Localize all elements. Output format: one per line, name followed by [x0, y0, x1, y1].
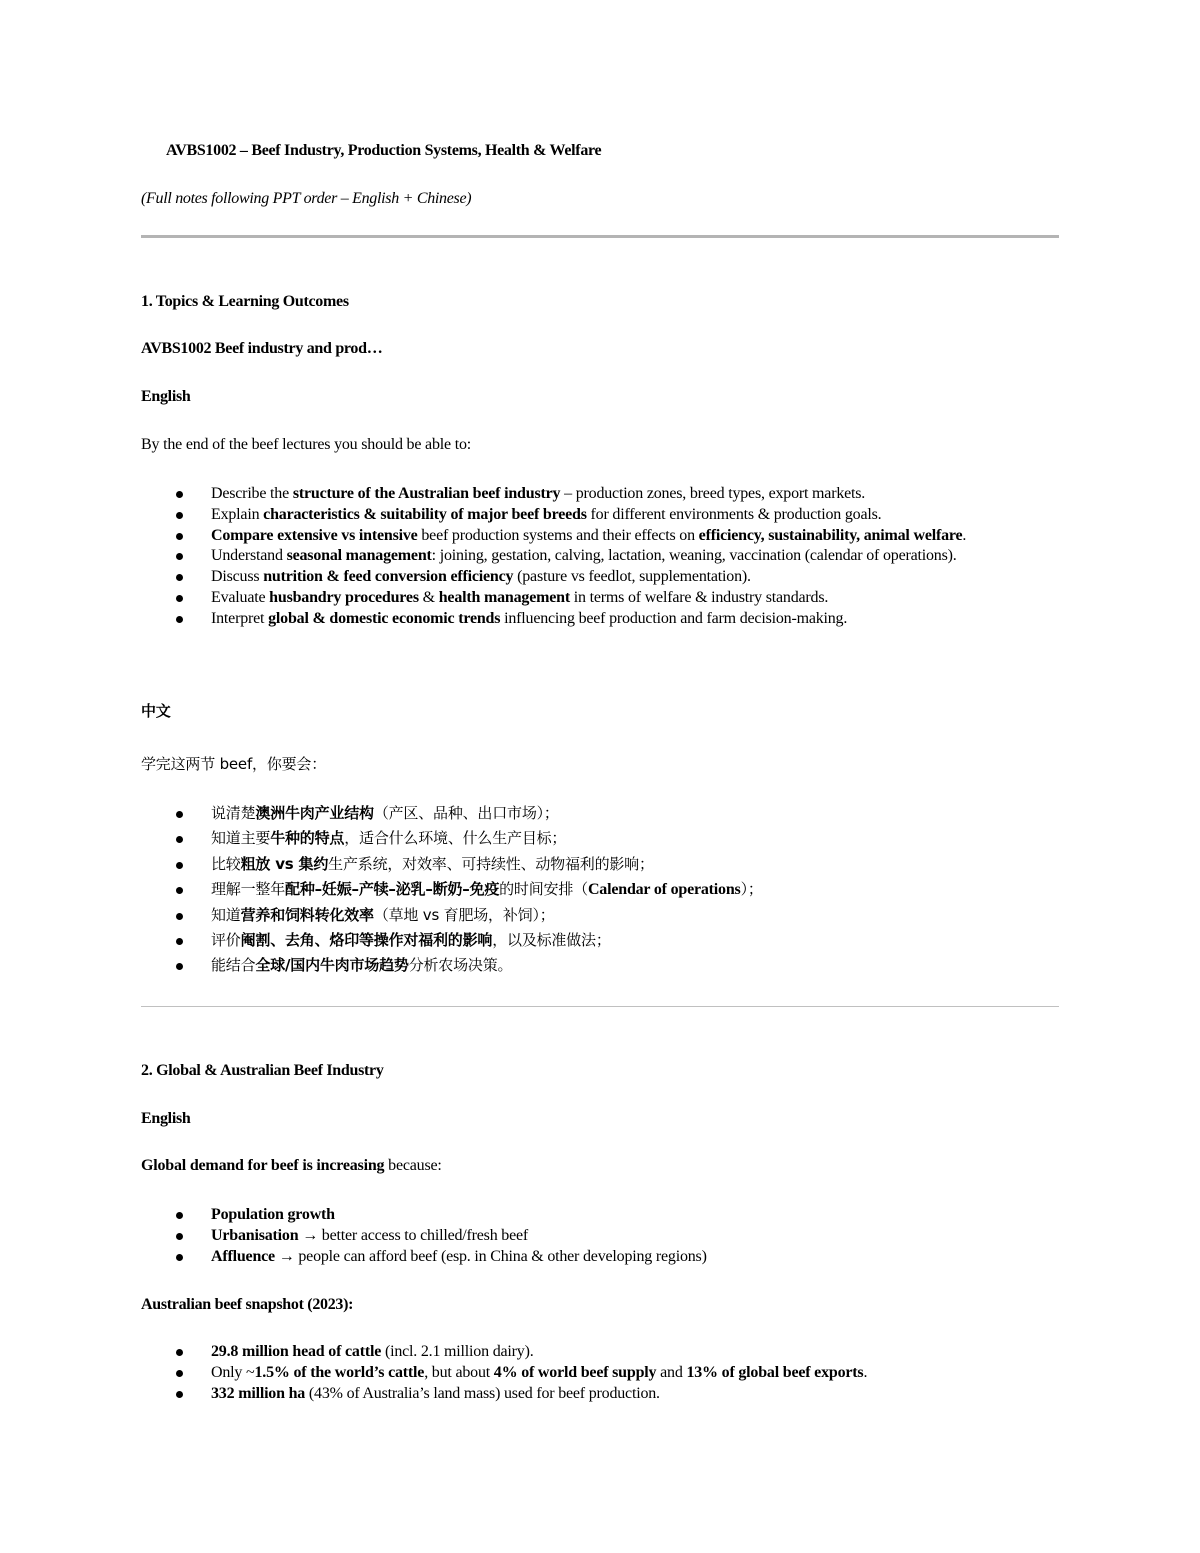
snapshot-heading: Australian beef snapshot (2023): — [141, 1296, 354, 1313]
list-item: 说清楚澳洲牛肉产业结构（产区、品种、出口市场）； — [0, 801, 1023, 826]
chinese-outcomes-list — [0, 801, 1023, 979]
section-1-heading: 1. Topics & Learning Outcomes — [141, 293, 349, 310]
list-item: Compare extensive vs intensive beef production systems and their effects on efficiency, sustainability, animal welfare. — [0, 526, 1023, 547]
list-item: Discuss nutrition & feed conversion efficiency (pasture vs feedlot, supplementation). — [0, 567, 1023, 588]
bullet-icon — [176, 913, 183, 920]
list-item: Population growth — [0, 1205, 1023, 1226]
list-item: Urbanisation → better access to chilled/fresh beef — [0, 1226, 1023, 1247]
bullet-icon — [176, 862, 183, 869]
list-item: Evaluate husbandry procedures & health management in terms of welfare & industry standards. — [0, 588, 1023, 609]
bullet-icon — [176, 1254, 183, 1261]
learning-intro: By the end of the beef lectures you should be able to: — [141, 436, 471, 453]
bullet-icon — [176, 938, 183, 945]
snapshot-list — [0, 1342, 1023, 1404]
chinese-label: 中文 — [141, 702, 171, 720]
list-item: Understand seasonal management: joining, gestation, calving, lactation, weaning, vaccination (calendar of operations). — [0, 546, 1023, 567]
list-item: 评价阉割、去角、烙印等操作对福利的影响，以及标准做法； — [0, 928, 1023, 953]
bullet-icon — [176, 1233, 183, 1240]
list-item: 知道营养和饲料转化效率（草地 vs 育肥场，补饲）； — [0, 903, 1023, 928]
bullet-icon — [176, 595, 183, 602]
section-2-heading: 2. Global & Australian Beef Industry — [141, 1062, 384, 1079]
list-item: 29.8 million head of cattle (incl. 2.1 million dairy). — [0, 1342, 1023, 1363]
bullet-icon — [176, 512, 183, 519]
list-item: 理解一整年配种–妊娠–产犊–泌乳–断奶–免疫的时间安排（Calendar of operations）； — [0, 877, 1023, 902]
chinese-intro: 学完这两节 beef，你要会： — [141, 755, 327, 773]
list-item: Interpret global & domestic economic trends influencing beef production and farm decision-making. — [0, 609, 1023, 630]
list-item: Affluence → people can afford beef (esp. in China & other developing regions) — [0, 1247, 1023, 1268]
section-1-subheading: AVBS1002 Beef industry and prod… — [141, 340, 383, 357]
list-item: 知道主要牛种的特点，适合什么环境、什么生产目标； — [0, 826, 1023, 851]
horizontal-rule — [141, 235, 1059, 238]
demand-list — [0, 1205, 1023, 1267]
bullet-icon — [176, 574, 183, 581]
bullet-icon — [176, 553, 183, 560]
list-item: 比较粗放 vs 集约生产系统，对效率、可持续性、动物福利的影响； — [0, 852, 1023, 877]
bullet-icon — [176, 836, 183, 843]
bullet-icon — [176, 1370, 183, 1377]
bullet-icon — [176, 533, 183, 540]
english-label: English — [141, 388, 191, 405]
english-outcomes-list — [0, 484, 1023, 630]
list-item: Explain characteristics & suitability of major beef breeds for different environments & production goals. — [0, 505, 1023, 526]
list-item: Only ~1.5% of the world’s cattle, but about 4% of world beef supply and 13% of global beef exports. — [0, 1363, 1023, 1384]
bullet-icon — [176, 887, 183, 894]
document-subtitle: (Full notes following PPT order – English + Chinese) — [141, 190, 472, 207]
list-item: Describe the structure of the Australian beef industry – production zones, breed types, export markets. — [0, 484, 1023, 505]
bullet-icon — [176, 963, 183, 970]
bullet-icon — [176, 1391, 183, 1398]
english-label: English — [141, 1110, 191, 1127]
bullet-icon — [176, 491, 183, 498]
bullet-icon — [176, 811, 183, 818]
bullet-icon — [176, 1349, 183, 1356]
bullet-icon — [176, 616, 183, 623]
demand-intro: Global demand for beef is increasing because: — [141, 1157, 442, 1174]
horizontal-rule — [141, 1006, 1059, 1007]
document-title: AVBS1002 – Beef Industry, Production Systems, Health & Welfare — [166, 142, 602, 159]
list-item: 能结合全球/国内牛肉市场趋势分析农场决策。 — [0, 953, 1023, 978]
bullet-icon — [176, 1212, 183, 1219]
list-item: 332 million ha (43% of Australia’s land mass) used for beef production. — [0, 1384, 1023, 1405]
